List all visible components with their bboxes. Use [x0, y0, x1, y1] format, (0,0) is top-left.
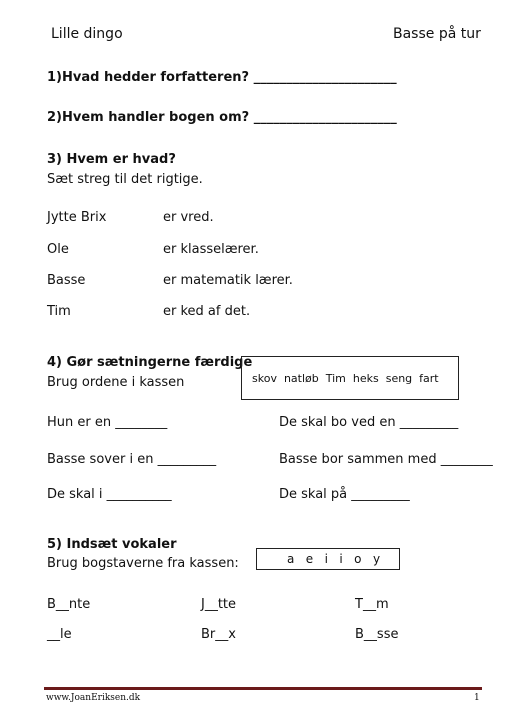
- footer-divider: [44, 687, 482, 690]
- name-item: Jytte Brix: [47, 210, 107, 225]
- role-item: er matematik lærer.: [163, 273, 293, 288]
- question-4-instruction: Brug ordene i kassen: [47, 375, 185, 390]
- question-3-heading: 3) Hvem er hvad?: [47, 152, 176, 167]
- page-number: 1: [474, 693, 480, 703]
- role-item: er klasselærer.: [163, 242, 259, 257]
- sentence-right: Basse bor sammen med ________: [279, 452, 493, 467]
- sentence-left: Hun er en ________: [47, 415, 168, 430]
- vowel-word: B__nte: [47, 597, 91, 612]
- vowel-word: B__sse: [355, 627, 399, 642]
- question-3-instruction: Sæt streg til det rigtige.: [47, 172, 203, 187]
- question-1: 1)Hvad hedder forfatteren? ______________________: [47, 70, 397, 85]
- word-box-words: skov natløb Tim heks seng fart: [252, 372, 439, 385]
- sentence-left: De skal i __________: [47, 487, 172, 502]
- sentence-right: De skal på _________: [279, 487, 410, 502]
- question-4-heading: 4) Gør sætningerne færdige: [47, 355, 253, 370]
- vowel-word: J__tte: [201, 597, 237, 612]
- header-left: Lille dingo: [51, 26, 123, 42]
- question-5-instruction: Brug bogstaverne fra kassen:: [47, 556, 239, 571]
- vowel-word: __le: [47, 627, 72, 642]
- name-item: Ole: [47, 242, 69, 257]
- letter-box-letters: a e i i o y: [287, 552, 381, 566]
- role-item: er vred.: [163, 210, 214, 225]
- sentence-right: De skal bo ved en _________: [279, 415, 459, 430]
- question-5-heading: 5) Indsæt vokaler: [47, 537, 177, 552]
- vowel-word: T__m: [355, 597, 389, 612]
- footer-site: www.JoanEriksen.dk: [46, 693, 141, 703]
- name-item: Tim: [47, 304, 71, 319]
- question-2: 2)Hvem handler bogen om? ______________________: [47, 110, 397, 125]
- letter-box: [256, 548, 400, 570]
- name-item: Basse: [47, 273, 86, 288]
- word-box: [241, 356, 459, 400]
- role-item: er ked af det.: [163, 304, 251, 319]
- vowel-word: Br__x: [201, 627, 236, 642]
- header-right: Basse på tur: [393, 26, 481, 42]
- sentence-left: Basse sover i en _________: [47, 452, 217, 467]
